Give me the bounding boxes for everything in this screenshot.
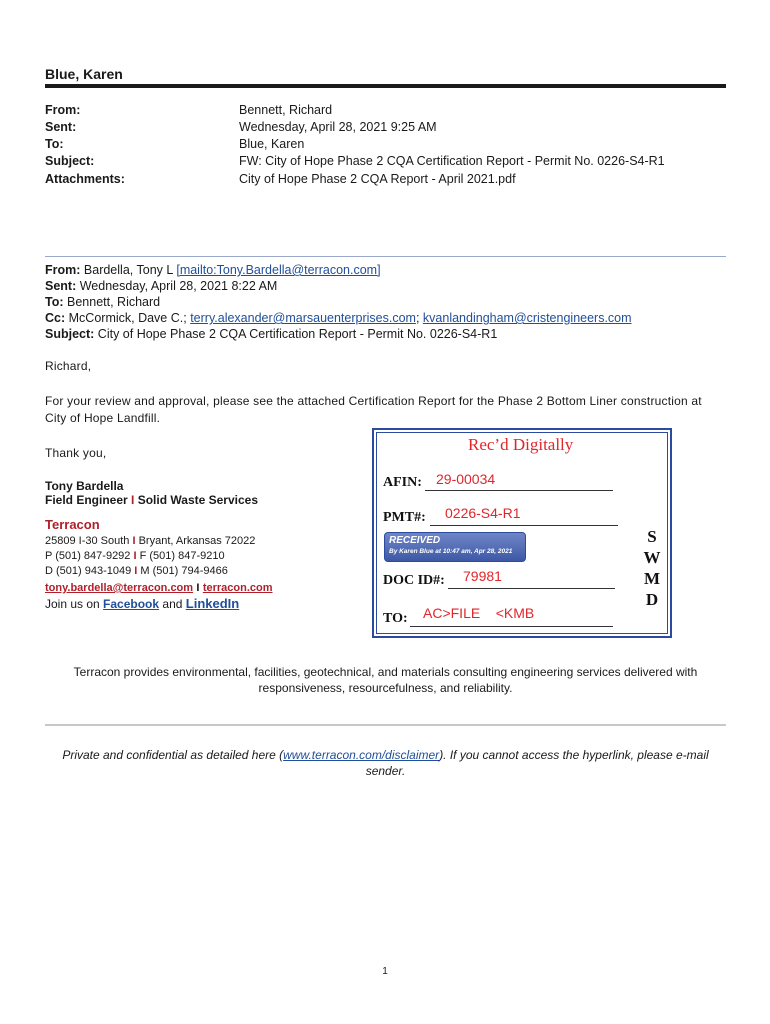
forwarded-to-value: Bennett, Richard <box>67 295 161 309</box>
received-badge <box>384 532 526 562</box>
direct-phone: D (501) 943-1049 <box>45 565 132 577</box>
received-label: RECEIVED <box>389 535 441 546</box>
forwarded-cc-line <box>45 310 632 326</box>
contact-links <box>45 580 273 596</box>
footer-divider <box>45 724 726 726</box>
from-value: Bennett, Richard <box>239 103 333 117</box>
forwarded-cc-label: Cc: <box>45 311 66 325</box>
forwarded-subject-line <box>45 326 497 342</box>
afin-underline <box>425 490 613 491</box>
website-link[interactable]: terracon.com <box>202 582 273 594</box>
signature-separator: I <box>131 493 135 507</box>
mailbox-owner-name: Blue, Karen <box>45 66 123 82</box>
cc-separator: ; <box>415 311 420 325</box>
header-divider <box>45 84 726 88</box>
from-label: From: <box>45 103 81 117</box>
subject-value: FW: City of Hope Phase 2 CQA Certification Report - Permit No. 0226-S4-R1 <box>239 154 665 168</box>
signature-email-link[interactable]: tony.bardella@terracon.com <box>45 582 194 594</box>
social-line <box>45 596 239 612</box>
signature-title-part1: Field Engineer <box>45 493 128 507</box>
phone: P (501) 847-9292 <box>45 550 131 562</box>
facebook-link[interactable]: Facebook <box>103 597 160 611</box>
signature-title <box>45 493 258 508</box>
forwarded-sent-value: Wednesday, April 28, 2021 8:22 AM <box>79 279 278 293</box>
tagline-line-1: Terracon provides environmental, facilities, geotechnical, and materials consulting engineering services delivered with <box>73 665 698 679</box>
forwarded-cc-name: McCormick, Dave C.; <box>68 311 187 325</box>
disclaimer-link[interactable]: www.terracon.com/disclaimer <box>283 748 440 762</box>
forward-divider <box>45 256 726 257</box>
forwarded-to-label: To: <box>45 295 64 309</box>
afin-value: 29-00034 <box>436 471 496 487</box>
swmd-letter: S <box>647 527 657 546</box>
page-number: 1 <box>382 966 388 977</box>
cc-email-link-1[interactable]: terry.alexander@marsauenterprises.com <box>190 311 416 325</box>
cc-email-link-2[interactable]: kvanlandingham@cristengineers.com <box>422 311 632 325</box>
body-line-1: For your review and approval, please see the attached Certification Report for the Phase 2 Bottom Liner construction at <box>45 394 702 408</box>
mailto-link[interactable]: [mailto:Tony.Bardella@terracon.com] <box>176 263 381 277</box>
stamp-title: Rec’d Digitally <box>468 435 574 454</box>
mobile-phone: M (501) 794-9466 <box>140 565 228 577</box>
linkedin-link[interactable]: LinkedIn <box>185 596 240 611</box>
docid-underline <box>448 588 615 589</box>
phone-separator: I <box>133 550 137 562</box>
signature-name: Tony Bardella <box>45 479 124 493</box>
pmt-value: 0226-S4-R1 <box>445 505 521 521</box>
forwarded-subject-label: Subject: <box>45 327 95 341</box>
swmd-letter: D <box>645 590 659 609</box>
body-line-2: City of Hope Landfill. <box>45 411 161 425</box>
conf-line-2: sender. <box>365 764 406 778</box>
subject-label: Subject: <box>45 154 95 168</box>
received-detail: By Karen Blue at 10:47 am, Apr 28, 2021 <box>389 548 513 555</box>
pmt-underline <box>430 525 618 526</box>
phone-line <box>45 549 225 564</box>
swmd-vertical-text <box>641 526 663 610</box>
conf-suffix: ). If you cannot access the hyperlink, please e-mail <box>439 748 709 762</box>
to-label: To: <box>45 137 64 151</box>
sent-label: Sent: <box>45 120 77 134</box>
social-prefix: Join us on <box>45 597 100 611</box>
forwarded-subject-value: City of Hope Phase 2 CQA Certification Report - Permit No. 0226-S4-R1 <box>97 327 498 341</box>
direct-separator: I <box>134 565 138 577</box>
swmd-letter: W <box>643 548 661 567</box>
links-separator: I <box>196 582 200 594</box>
direct-line <box>45 564 228 579</box>
forwarded-from-line <box>45 262 381 278</box>
conf-prefix: Private and confidential as detailed here ( <box>62 748 284 762</box>
company-name: Terracon <box>45 517 100 532</box>
forwarded-sent-line <box>45 278 277 294</box>
docid-label: DOC ID#: <box>383 573 445 588</box>
greeting: Richard, <box>45 359 92 373</box>
to-value: Blue, Karen <box>239 137 305 151</box>
swmd-letter: M <box>643 569 661 588</box>
address-city: Bryant, Arkansas 72022 <box>138 535 256 547</box>
sent-value: Wednesday, April 28, 2021 9:25 AM <box>239 120 437 134</box>
attachments-label: Attachments: <box>45 172 125 186</box>
address-separator: I <box>132 535 136 547</box>
confidentiality-notice <box>45 747 726 779</box>
forwarded-to-line <box>45 294 160 310</box>
to-stamp-underline <box>410 626 613 627</box>
afin-label: AFIN: <box>383 475 422 490</box>
signature-title-part2: Solid Waste Services <box>137 493 258 507</box>
address-line <box>45 534 255 549</box>
social-and: and <box>162 597 183 611</box>
docid-value: 79981 <box>463 568 502 584</box>
attachment-link[interactable]: City of Hope Phase 2 CQA Report - April 2021.pdf <box>239 172 516 186</box>
to-stamp-label: TO: <box>383 611 408 626</box>
address-street: 25809 I-30 South <box>45 535 130 547</box>
forwarded-from-name: Bardella, Tony L <box>83 263 173 277</box>
pmt-label: PMT#: <box>383 510 426 525</box>
tagline-line-2: responsiveness, resourcefulness, and reliability. <box>258 681 513 695</box>
forwarded-sent-label: Sent: <box>45 279 77 293</box>
to-stamp-value: AC>FILE <KMB <box>423 605 535 621</box>
thanks: Thank you, <box>45 446 107 460</box>
forwarded-from-label: From: <box>45 263 81 277</box>
fax: F (501) 847-9210 <box>139 550 225 562</box>
